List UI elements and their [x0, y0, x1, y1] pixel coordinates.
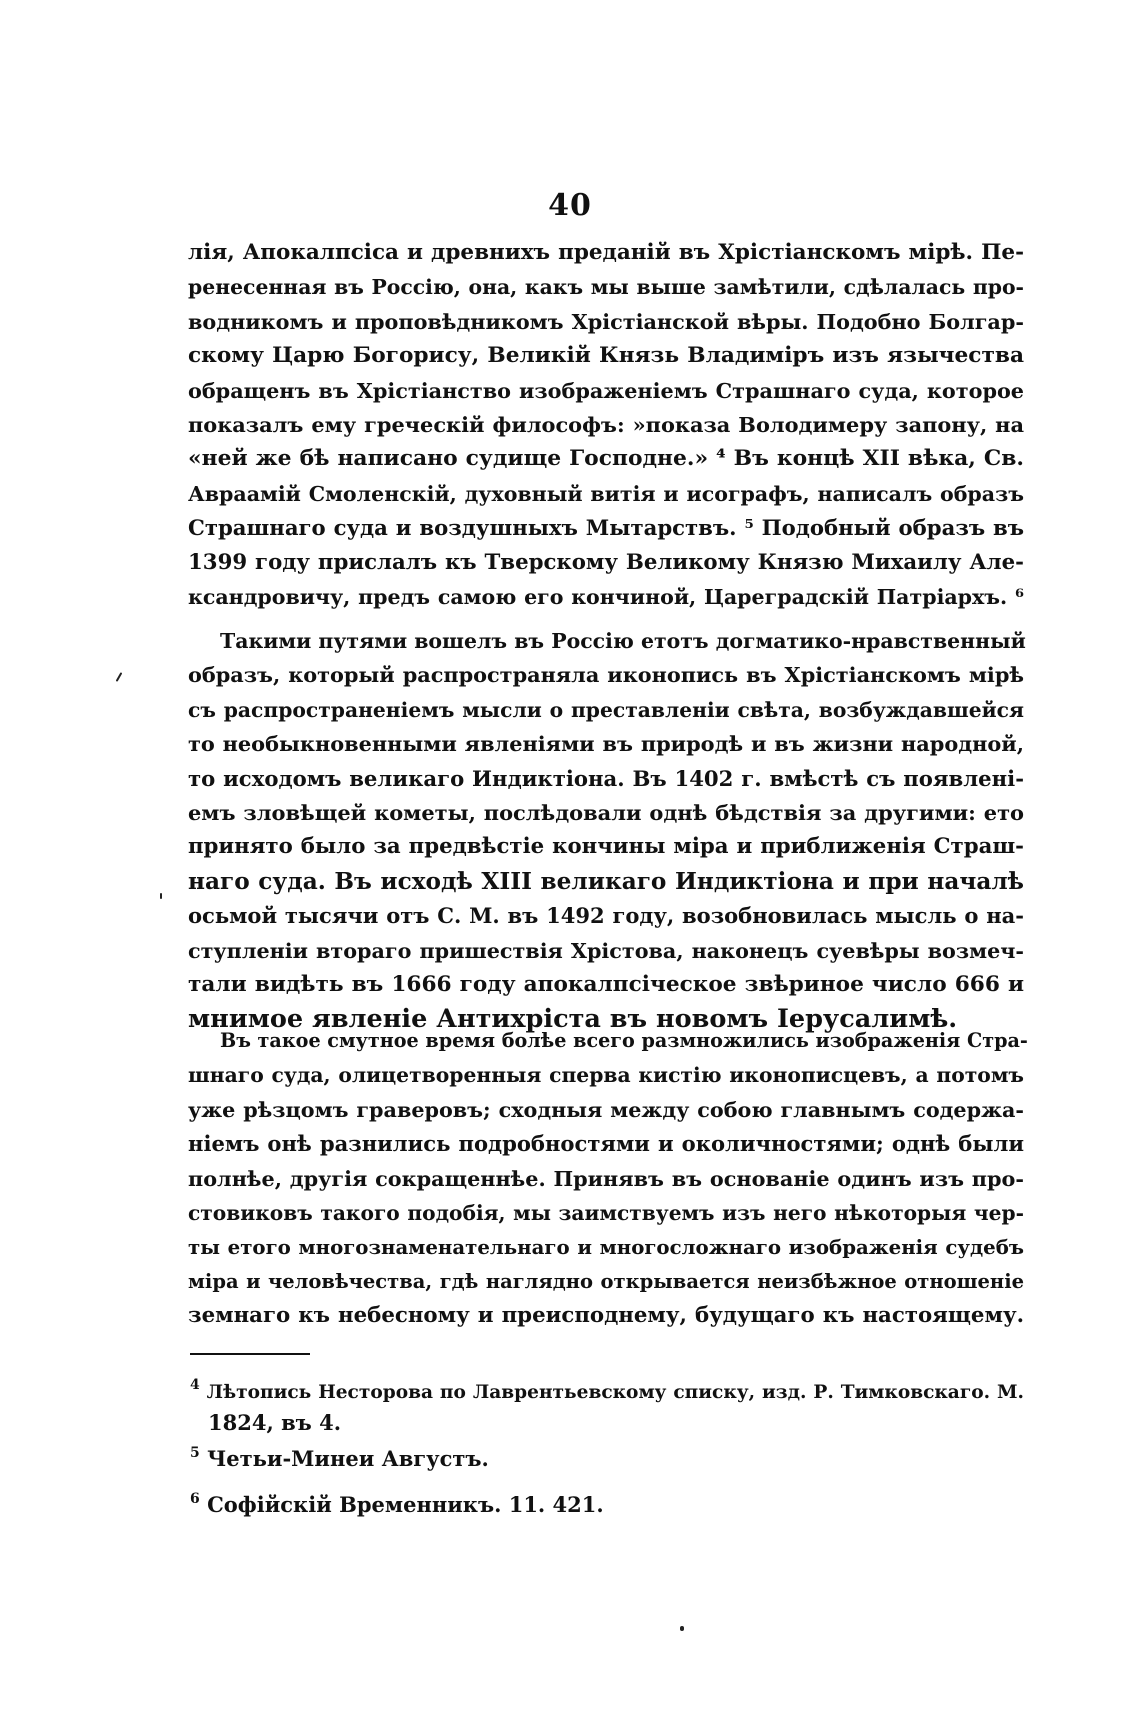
- footnote-line: [190, 1444, 1024, 1474]
- text-line: стовиковъ такого подобія, мы заимствуемъ изъ него нѣкоторыя чер-: [188, 1201, 1024, 1226]
- text-line: «ней же бѣ написано судище Господне.» ⁴ Въ концѣ XII вѣка, Св.: [188, 446, 1024, 472]
- text-line: тали видѣть въ 1666 году апокалпсіческое звѣриное число 666 и: [188, 972, 1024, 998]
- footnote-separator: [190, 1353, 310, 1355]
- paragraph-1: [188, 236, 1024, 614]
- text-line: то исходомъ великаго Индиктіона. Въ 1402 г. вмѣстѣ съ появлені-: [188, 765, 1024, 791]
- text-line: міра и человѣчества, гдѣ наглядно открывается неизбѣжное отношеніе: [188, 1269, 1024, 1293]
- footnote-5: [190, 1444, 1024, 1474]
- text-line: ренесенная въ Россію, она, какъ мы выше замѣтили, сдѣлалась про-: [188, 275, 1024, 300]
- text-line: принято было за предвѣстіе кончины міра и приближенія Страш-: [188, 834, 1024, 860]
- paragraph-2: [188, 624, 1024, 1037]
- footnote-line: [190, 1490, 1024, 1520]
- text-line: ксандровичу, предъ самою его кончиной, Цареградскій Патріархъ. ⁶: [188, 585, 1024, 610]
- text-line: скому Царю Богорису, Великій Князь Владиміръ изъ язычества: [188, 343, 1024, 369]
- text-line: уже рѣзцомъ граверовъ; сходныя между собою главнымъ содержа-: [188, 1097, 1024, 1122]
- text-line: Въ такое смутное время болѣе всего размножились изображенія Стра-: [220, 1029, 1028, 1052]
- text-line: наго суда. Въ исходѣ XIII великаго Индиктіона и при началѣ: [188, 867, 1024, 895]
- text-line: Такими путями вошелъ въ Россію етотъ догматико-нравственный: [220, 629, 1026, 653]
- footnote-line: [190, 1378, 1024, 1408]
- text-line: лія, Апокалпсіса и древнихъ преданій въ Хрістіанскомъ мірѣ. Пе-: [188, 240, 1024, 265]
- text-line: показалъ ему греческій философъ: »показа Володимеру запону, на: [188, 412, 1024, 438]
- footnote-text: Четьи-Минеи Августъ.: [207, 1446, 489, 1471]
- ink-speck: [680, 1626, 684, 1631]
- text-line: обращенъ въ Хрістіанство изображеніемъ Страшнаго суда, которое: [188, 378, 1024, 403]
- text-line: мнимое явленіе Антихріста въ новомъ Іерусалимѣ.: [188, 1004, 958, 1035]
- text-line: то необыкновенными явленіями въ природѣ и въ жизни народной,: [188, 731, 1024, 757]
- footnote-text: Софійскій Временникъ. 11. 421.: [207, 1492, 604, 1517]
- text-line: водникомъ и проповѣдникомъ Хрістіанской вѣры. Подобно Болгар-: [188, 309, 1024, 334]
- footnote-mark: 4: [190, 1377, 200, 1393]
- text-line: осьмой тысячи отъ С. М. въ 1492 году, возобновилась мысль о на-: [188, 903, 1024, 929]
- text-line: емъ зловѣщей кометы, послѣдовали однѣ бѣдствія за другими: ето: [188, 800, 1024, 826]
- footnote-mark: 5: [190, 1445, 200, 1461]
- ink-speck: [116, 672, 123, 682]
- footnote-4: [190, 1378, 1024, 1438]
- footnote-line: 1824, въ 4.: [208, 1410, 342, 1435]
- text-line: 1399 году прислалъ къ Тверскому Великому Князю Михаилу Але-: [188, 549, 1024, 575]
- footnote-mark: 6: [190, 1491, 200, 1507]
- page-number: 40: [548, 188, 592, 223]
- ink-speck: [160, 893, 162, 899]
- text-line: ніемъ онѣ разнились подробностями и околичностями; однѣ были: [188, 1131, 1024, 1157]
- text-line: съ распространеніемъ мысли о преставленіи свѣта, возбуждавшейся: [188, 697, 1024, 722]
- footnote-6: [190, 1490, 1024, 1520]
- text-line: образъ, который распространяла иконопись въ Хрістіанскомъ мірѣ: [188, 662, 1024, 688]
- text-line: полнѣе, другія сокращеннѣе. Принявъ въ основаніе одинъ изъ про-: [188, 1165, 1024, 1191]
- text-line: Авраамій Смоленскій, духовный витія и исографъ, написалъ образъ: [188, 481, 1024, 506]
- text-line: Страшнаго суда и воздушныхъ Мытарствъ. ⁵ Подобный образъ въ: [188, 515, 1024, 541]
- text-line: ступленіи втораго пришествія Хрістова, наконецъ суевѣры возмеч-: [188, 938, 1024, 963]
- text-line: земнаго къ небесному и преисподнему, будущаго къ настоящему.: [188, 1303, 1024, 1329]
- text-line: шнаго суда, олицетворенныя сперва кистію иконописцевъ, а потомъ: [188, 1063, 1024, 1088]
- paragraph-3: [188, 1024, 1028, 1334]
- text-line: ты етого многознаменательнаго и многосложнаго изображенія судебъ: [188, 1235, 1024, 1260]
- footnote-text: Лѣтопись Несторова по Лаврентьевскому списку, изд. Р. Тимковскаго. М.: [206, 1382, 1024, 1403]
